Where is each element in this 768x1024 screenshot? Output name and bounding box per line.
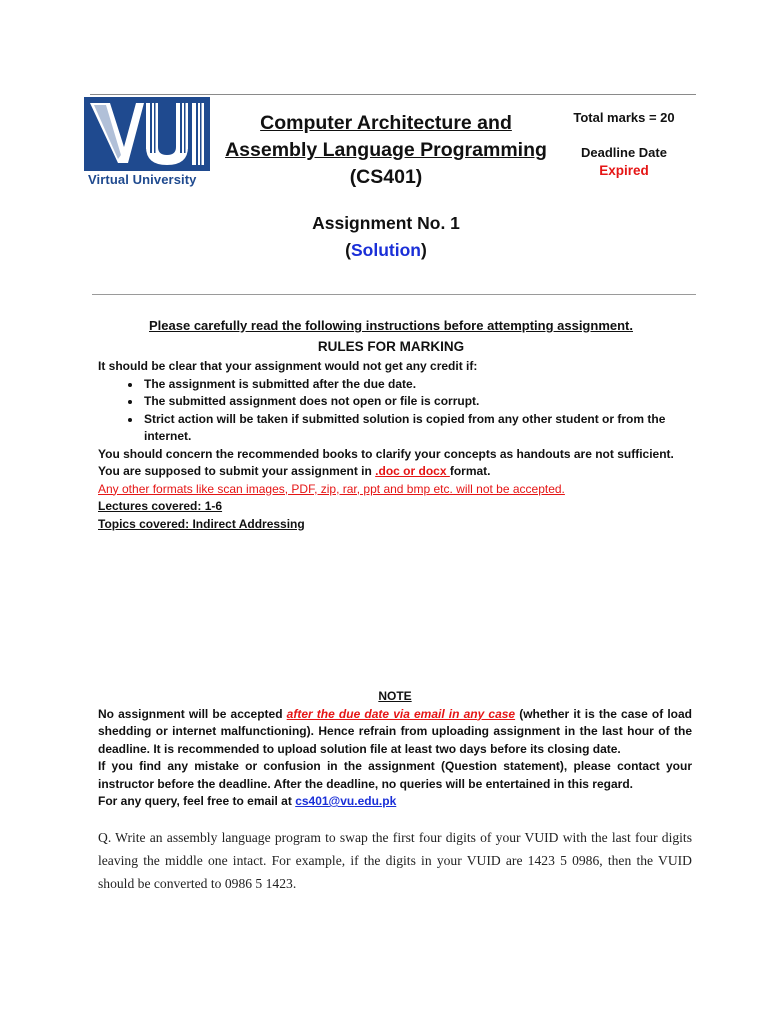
- logo-caption: Virtual University: [88, 172, 197, 187]
- solution-label: (Solution): [345, 240, 427, 260]
- rules-heading: RULES FOR MARKING: [317, 339, 465, 354]
- question-text: Q. Write an assembly language program to swap the first four digits of your VUID with the last four digits leaving the middle one intact. For example, if the digits in your VUID are 1423 5 0986, then the VUID should be converted to 0986 5 1423.: [98, 830, 692, 891]
- rules-list: [98, 376, 692, 446]
- solution-word: Solution: [351, 240, 421, 260]
- course-title: [216, 110, 556, 191]
- assignment-number: Assignment No. 1: [312, 213, 460, 233]
- books-line: You should concern the recommended books to clarify your concepts as handouts are not sufficient.: [98, 446, 674, 461]
- note-paragraph-2: If you find any mistake or confusion in the assignment (Question statement), please contact your instructor before the deadline. After the deadline, no queries will be entertained in this regard.: [98, 759, 692, 791]
- deadline-label: Deadline Date: [581, 145, 667, 160]
- deadline-status: Expired: [599, 163, 649, 178]
- instructions-body: [98, 358, 692, 533]
- other-formats-warning: Any other formats like scan images, PDF, zip, rar, ppt and bmp etc. will not be accepted.: [98, 481, 565, 496]
- rule-item: • The submitted assignment does not open or file is corrupt.: [142, 393, 692, 411]
- top-divider: [90, 94, 696, 95]
- format-value: .doc or docx: [375, 464, 450, 478]
- instructions-heading: Please carefully read the following instructions before attempting assignment.: [149, 318, 633, 333]
- note-block: [98, 688, 692, 811]
- note-title: NOTE: [378, 689, 412, 703]
- format-line: You are supposed to submit your assignment in .doc or docx format.: [98, 464, 491, 478]
- course-code: (CS401): [349, 166, 423, 188]
- rule-item: • Strict action will be taken if submitted solution is copied from any other student or from the internet.: [142, 411, 692, 446]
- total-marks: Total marks = 20: [573, 110, 675, 125]
- header-divider: [92, 294, 696, 295]
- note-paragraph-1: No assignment will be accepted after the due date via email in any case (whether it is the case of load shedding or internet malfunctioning). Hence refrain from uploading assignment in the last hour of the deadline. It is recommended to upload solution file at least two days before its closing date.: [98, 706, 692, 756]
- title-line-2: Assembly Language Programming: [225, 139, 547, 161]
- note-paragraph-3: For any query, feel free to email at cs401@vu.edu.pk: [98, 794, 397, 808]
- note-highlight: after the due date via email in any case: [286, 706, 516, 721]
- email-link[interactable]: cs401@vu.edu.pk: [295, 794, 397, 808]
- lectures-covered: Lectures covered: 1-6: [98, 499, 223, 513]
- rules-intro: It should be clear that your assignment would not get any credit if:: [98, 359, 478, 373]
- title-line-1: Computer Architecture and: [260, 112, 512, 134]
- rule-item: • The assignment is submitted after the due date.: [142, 376, 692, 394]
- topics-covered: Topics covered: Indirect Addressing: [98, 516, 305, 531]
- assignment-heading: [216, 210, 556, 264]
- deadline-block: [560, 144, 688, 180]
